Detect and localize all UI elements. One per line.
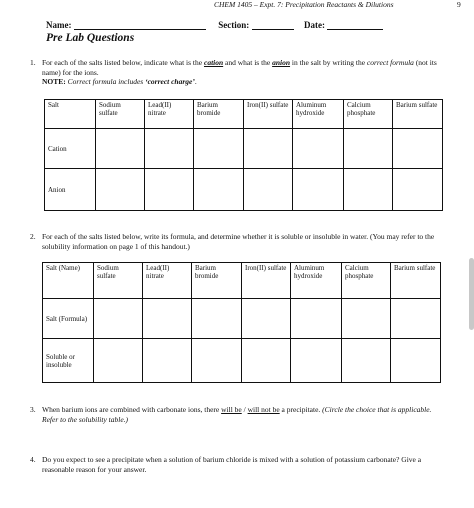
table-header-cell: Iron(II) sulfate (244, 100, 293, 129)
answer-cell[interactable] (143, 339, 192, 383)
answer-cell[interactable] (242, 339, 291, 383)
answer-cell[interactable] (194, 169, 244, 211)
q1-text-d: (not its name) for the ions. (42, 58, 437, 77)
choice-separator: / (241, 405, 248, 414)
table-header-cell: Sodium sulfate (96, 100, 145, 129)
ions-table (44, 99, 443, 211)
answer-cell[interactable] (96, 129, 145, 169)
answer-cell[interactable] (344, 169, 393, 211)
q3-hint: (Circle the choice that is applicable. Refer to the solubility table.) (42, 405, 432, 424)
answer-cell[interactable] (344, 129, 393, 169)
table-header-cell: Sodium sulfate (94, 263, 143, 299)
table-header-cell: Iron(II) sulfate (242, 263, 291, 299)
answer-cell[interactable] (393, 169, 443, 211)
answer-cell[interactable] (293, 129, 344, 169)
table-header-cell: Barium sulfate (393, 100, 443, 129)
date-blank[interactable] (327, 20, 383, 30)
question-text (42, 58, 442, 87)
answer-cell[interactable] (291, 339, 342, 383)
answer-cell[interactable] (143, 299, 192, 339)
table-header-cell: Lead(II) nitrate (143, 263, 192, 299)
table-header-cell: Barium sulfate (391, 263, 441, 299)
answer-cell[interactable] (145, 129, 194, 169)
answer-cell[interactable] (94, 299, 143, 339)
q3-text-b: a precipitate. (279, 405, 323, 414)
info-row (46, 20, 383, 30)
answer-cell[interactable] (391, 339, 441, 383)
correct-formula-phrase: correct formula (366, 58, 414, 67)
q3-text-a: When barium ions are combined with carbonate ions, there (42, 405, 222, 414)
table-row (43, 299, 441, 339)
answer-cell[interactable] (94, 339, 143, 383)
question-text: Do you expect to see a precipitate when a solution of barium chloride is mixed with a solution of potassium carbonate? Give a reasonable reason for your answer. (42, 455, 422, 474)
table-header-cell: Aluminum hydroxide (293, 100, 344, 129)
note-emphasis: ‘correct charge’ (145, 77, 195, 86)
answer-cell[interactable] (391, 299, 441, 339)
answer-cell[interactable] (96, 169, 145, 211)
table-header-cell: Barium bromide (194, 100, 244, 129)
cation-word: cation (203, 58, 224, 67)
row-label-solubility: Soluble or insoluble (43, 339, 94, 383)
section-label: Section: (218, 20, 250, 30)
table-header-cell: Lead(II) nitrate (145, 100, 194, 129)
table-row (43, 339, 441, 383)
name-label: Name: (46, 20, 72, 30)
answer-cell[interactable] (342, 299, 391, 339)
date-label: Date: (304, 20, 325, 30)
table-header-cell: Barium bromide (192, 263, 242, 299)
row-label-anion: Anion (45, 169, 96, 211)
note-end: . (194, 77, 197, 86)
answer-cell[interactable] (242, 299, 291, 339)
note-text: Correct formula includes (65, 77, 146, 86)
table-row (45, 169, 443, 211)
page-title: Pre Lab Questions (46, 32, 135, 44)
page-header (214, 0, 461, 9)
choice-will-not-be[interactable]: will not be (247, 405, 280, 414)
answer-cell[interactable] (393, 129, 443, 169)
answer-cell[interactable] (194, 129, 244, 169)
table-header-cell: Calcium phosphate (344, 100, 393, 129)
answer-cell[interactable] (192, 339, 242, 383)
table-header-cell: Salt (45, 100, 96, 129)
name-blank[interactable] (74, 20, 206, 30)
q1-text-c: in the salt by writing the (290, 58, 367, 67)
row-label-cation: Cation (45, 129, 96, 169)
answer-cell[interactable] (244, 169, 293, 211)
question-text (42, 405, 442, 424)
answer-cell[interactable] (244, 129, 293, 169)
note-label: NOTE: (42, 77, 66, 86)
answer-cell[interactable] (342, 339, 391, 383)
answer-cell[interactable] (291, 299, 342, 339)
anion-word: anion (272, 58, 291, 67)
section-blank[interactable] (252, 20, 294, 30)
question-number: 2. (30, 232, 36, 241)
page-number: 9 (457, 0, 461, 9)
choice-will-be[interactable]: will be (221, 405, 242, 414)
course-line: CHEM 1405 – Expt. 7: Precipitation Reactants & Dilutions (214, 0, 394, 9)
q1-text-a: For each of the salts listed below, indicate what is the (42, 58, 204, 67)
table-header-cell: Aluminum hydroxide (291, 263, 342, 299)
question-number: 4. (30, 455, 36, 464)
question-text: For each of the salts listed below, write its formula, and determine whether it is soluble or insoluble in water. (You may refer to the solubility information on page 1 of this handout.) (42, 232, 435, 251)
solubility-table (42, 262, 441, 383)
row-label-formula: Salt (Formula) (43, 299, 94, 339)
answer-cell[interactable] (192, 299, 242, 339)
answer-cell[interactable] (293, 169, 344, 211)
q1-text-b: and what is the (223, 58, 273, 67)
table-row (45, 129, 443, 169)
question-number: 3. (30, 405, 36, 414)
table-header-cell: Salt (Name) (43, 263, 94, 299)
answer-cell[interactable] (145, 169, 194, 211)
question-number: 1. (30, 58, 36, 67)
scrollbar-thumb[interactable] (469, 258, 474, 330)
table-header-cell: Calcium phosphate (342, 263, 391, 299)
